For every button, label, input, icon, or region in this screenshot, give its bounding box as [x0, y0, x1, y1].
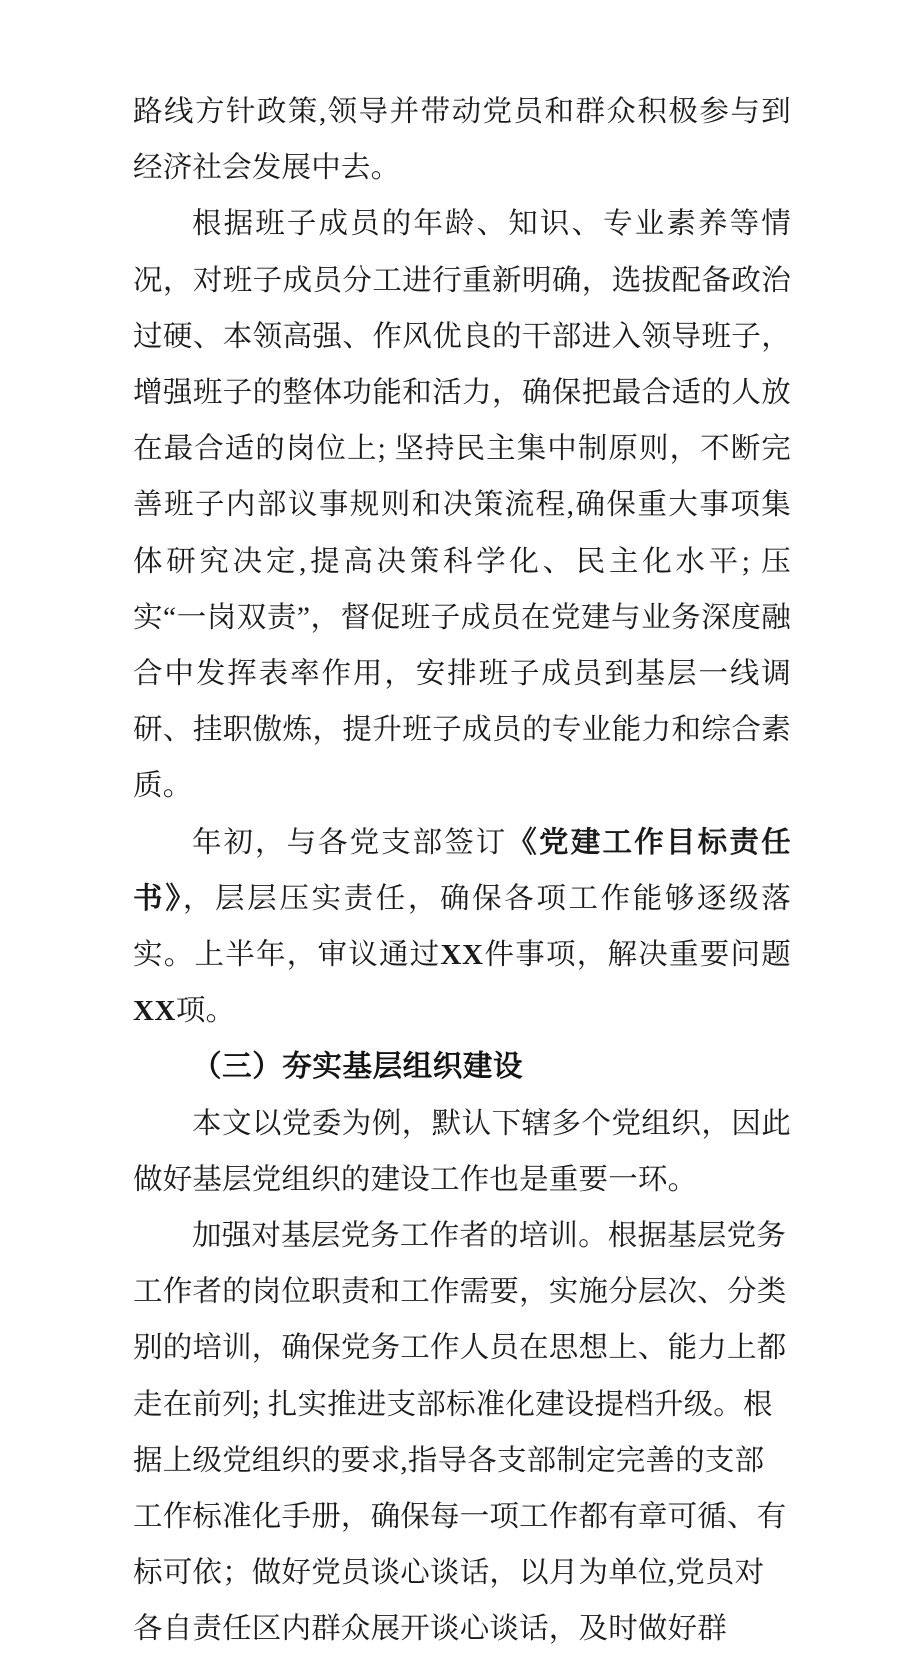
- placeholder-count-items: XX: [440, 939, 484, 972]
- paragraph-party-committee-example: 本文以党委为例，默认下辖多个党组织，因此做好基层党组织的建设工作也是重要一环。: [133, 1107, 791, 1196]
- run-text-1: 年初，与各党支部签订: [192, 826, 508, 859]
- run-text-4: 项。: [175, 995, 236, 1028]
- paragraph-leadership-team: 根据班子成员的年龄、知识、专业素养等情况，对班子成员分工进行重新明确，选拔配备政治过硬、本领高强、作风优良的干部进入领导班子，增强班子的整体功能和活力，确保把最合适的人放在最合适的岗位上; 坚持民主集中制原则，不断完善班子内部议事规则和决策流程,确保重大事项集体研究决定,提高决策科学化、民主化水平; 压实“一岗双责”，督促班子成员在党建与业务深度融合中发挥表率作用，安排班子成员到基层一线调研、挂职傲炼，提升班子成员的专业能力和综合素质。: [133, 208, 791, 803]
- paragraph-responsibility-agreement: [133, 815, 791, 1040]
- document-body: [133, 84, 791, 1658]
- run-text-3: 件事项，解决重要问题: [483, 939, 791, 972]
- run-text-2: ，层层压实责任，确保各项工作能够逐级落实。上半年，审议通过: [133, 882, 791, 972]
- section-heading-three: （三）夯实基层组织建设: [192, 1051, 524, 1084]
- paragraph-continued: 路线方针政策,领导并带动党员和群众积极参与到经济社会发展中去。: [133, 96, 791, 185]
- placeholder-count-issues: XX: [133, 995, 176, 1028]
- paragraph-grassroots-training: 加强对基层党务工作者的培训。根据基层党务工作者的岗位职责和工作需要，实施分层次、分类别的培训，确保党务工作人员在思想上、能力上都走在前列; 扎实推进支部标准化建设提档升级。根据上级党组织的要求,指导各支部制定完善的支部工作标准化手册，确保每一项工作都有章可循、有标可依；做好党员谈心谈话，以月为单位,党员对各自责任区内群众展开谈心谈话，及时做好群: [133, 1220, 787, 1646]
- document-title-reference: 《党建工作目标责任书》: [133, 826, 791, 915]
